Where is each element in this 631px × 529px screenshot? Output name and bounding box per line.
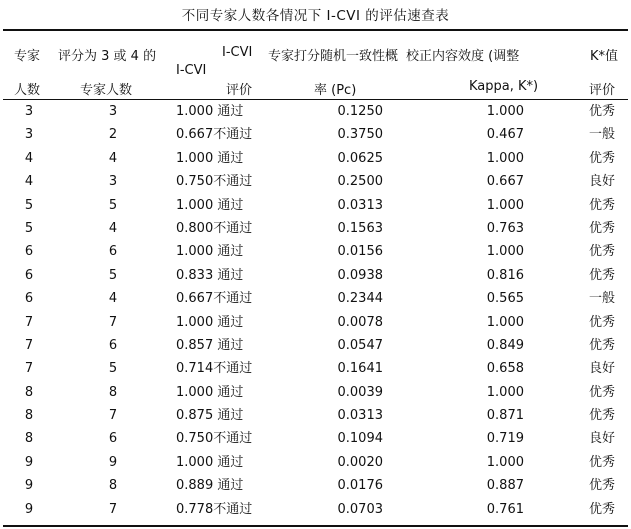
- icvi-cell: [176, 194, 243, 217]
- pc-cell: 0.0078: [337, 314, 383, 330]
- icvi-cell: [176, 451, 243, 474]
- expert-count-cell: 8: [24, 384, 34, 400]
- icvi-value: 0.667: [176, 291, 214, 307]
- k-eval-cell: 优秀: [589, 150, 616, 166]
- icvi-cell: [176, 170, 252, 193]
- table-row: [0, 217, 631, 240]
- rated-count-cell: 5: [108, 267, 118, 283]
- expert-count-cell: 9: [24, 454, 34, 470]
- icvi-cell: [176, 357, 252, 380]
- kappa-cell: 0.565: [486, 291, 524, 307]
- k-eval-cell: 优秀: [589, 267, 616, 283]
- pc-cell: 0.1563: [337, 220, 383, 236]
- expert-count-cell: 8: [24, 408, 34, 424]
- icvi-eval: 通过: [217, 337, 244, 353]
- kappa-cell: 1.000: [486, 314, 524, 330]
- icvi-eval: 通过: [217, 104, 244, 119]
- kappa-cell: 0.871: [486, 408, 524, 424]
- expert-count-cell: 4: [24, 150, 34, 166]
- icvi-eval: 通过: [217, 408, 244, 424]
- icvi-eval: 不通过: [213, 220, 253, 236]
- k-eval-cell: 良好: [589, 174, 616, 190]
- rated-count-cell: 3: [108, 174, 118, 190]
- pc-cell: 0.2500: [337, 174, 383, 190]
- rated-count-cell: 6: [108, 244, 118, 260]
- icvi-cell: [176, 427, 252, 450]
- pc-cell: 0.0020: [337, 454, 383, 470]
- header-icvi-line1: I-CVI: [222, 45, 253, 60]
- header-icvi-line2: 评价: [226, 83, 253, 98]
- k-eval-cell: 优秀: [589, 220, 616, 236]
- pc-cell: 0.3750: [337, 127, 383, 143]
- kappa-cell: 1.000: [486, 454, 524, 470]
- table-row: [0, 287, 631, 310]
- icvi-cell: [176, 498, 252, 521]
- expert-count-cell: 4: [24, 174, 34, 190]
- table-top-rule: [3, 29, 628, 31]
- kappa-cell: 1.000: [486, 150, 524, 166]
- pc-cell: 0.2344: [337, 291, 383, 307]
- header-pc-line2: 率 (Pc): [314, 83, 357, 98]
- expert-count-cell: 9: [24, 478, 34, 494]
- icvi-eval: 通过: [217, 267, 244, 283]
- rated-count-cell: 4: [108, 291, 118, 307]
- header-rated-line1: 评分为 3 或 4 的: [58, 49, 157, 64]
- icvi-value: 0.875: [176, 408, 214, 424]
- pc-cell: 0.0547: [337, 337, 383, 353]
- k-eval-cell: 优秀: [589, 478, 616, 494]
- icvi-eval: 通过: [217, 150, 244, 166]
- pc-cell: 0.1250: [337, 104, 383, 119]
- rated-count-cell: 5: [108, 197, 118, 213]
- table-row: [0, 194, 631, 217]
- k-eval-cell: 优秀: [589, 384, 616, 400]
- icvi-value: 0.800: [176, 220, 214, 236]
- icvi-value: 0.750: [176, 431, 214, 447]
- icvi-eval: 通过: [217, 197, 244, 213]
- kappa-cell: 1.000: [486, 104, 524, 119]
- header-pc-line1: 专家打分随机一致性概: [268, 49, 399, 64]
- table-row: [0, 100, 631, 123]
- header-experts-line1: 专家: [14, 49, 41, 64]
- table-row: [0, 334, 631, 357]
- rated-count-cell: 4: [108, 220, 118, 236]
- kappa-cell: 1.000: [486, 244, 524, 260]
- k-eval-cell: 一般: [589, 291, 616, 307]
- icvi-value: 0.833: [176, 267, 214, 283]
- kappa-cell: 0.467: [486, 127, 524, 143]
- kappa-cell: 0.761: [486, 501, 524, 517]
- icvi-value: 0.778: [176, 501, 214, 517]
- rated-count-cell: 3: [108, 104, 118, 119]
- k-eval-cell: 优秀: [589, 314, 616, 330]
- k-eval-cell: 优秀: [589, 337, 616, 353]
- icvi-value: 1.000: [176, 150, 214, 166]
- kappa-cell: 1.000: [486, 384, 524, 400]
- k-eval-cell: 优秀: [589, 244, 616, 260]
- header-experts-line2: 人数: [14, 83, 41, 98]
- icvi-eval: 不通过: [213, 174, 253, 190]
- k-eval-cell: 优秀: [589, 408, 616, 424]
- rated-count-cell: 6: [108, 337, 118, 353]
- pc-cell: 0.0039: [337, 384, 383, 400]
- header-kappa-line1: 校正内容效度 (调整: [406, 49, 520, 64]
- icvi-value: 0.857: [176, 337, 214, 353]
- icvi-eval: 不通过: [213, 127, 253, 143]
- table-row: [0, 264, 631, 287]
- rated-count-cell: 8: [108, 478, 118, 494]
- k-eval-cell: 优秀: [589, 501, 616, 517]
- expert-count-cell: 7: [24, 337, 34, 353]
- table-row: [0, 123, 631, 146]
- expert-count-cell: 5: [24, 197, 34, 213]
- icvi-value: 0.889: [176, 478, 214, 494]
- icvi-value: 1.000: [176, 244, 214, 260]
- table-row: [0, 474, 631, 497]
- kappa-cell: 0.719: [486, 431, 524, 447]
- k-eval-cell: 一般: [589, 127, 616, 143]
- icvi-cell: [176, 217, 252, 240]
- header-icvi-top: I-CVI: [176, 63, 207, 78]
- table-row: [0, 170, 631, 193]
- icvi-eval: 不通过: [213, 501, 253, 517]
- header-keval-line1: K*值: [590, 49, 619, 64]
- k-eval-cell: 良好: [589, 431, 616, 447]
- k-eval-cell: 优秀: [589, 454, 616, 470]
- kappa-cell: 1.000: [486, 197, 524, 213]
- expert-count-cell: 7: [24, 361, 34, 377]
- table-row: [0, 381, 631, 404]
- table-row: [0, 404, 631, 427]
- icvi-eval: 通过: [217, 384, 244, 400]
- rated-count-cell: 6: [108, 431, 118, 447]
- expert-count-cell: 9: [24, 501, 34, 517]
- expert-count-cell: 7: [24, 314, 34, 330]
- rated-count-cell: 7: [108, 408, 118, 424]
- rated-count-cell: 5: [108, 361, 118, 377]
- kappa-cell: 0.887: [486, 478, 524, 494]
- table-title: 不同专家人数各情况下 I-CVI 的评估速查表: [181, 8, 450, 24]
- table-body: [0, 100, 631, 521]
- pc-cell: 0.0176: [337, 478, 383, 494]
- pc-cell: 0.1641: [337, 361, 383, 377]
- k-eval-cell: 优秀: [589, 197, 616, 213]
- k-eval-cell: 良好: [589, 361, 616, 377]
- k-eval-cell: 优秀: [589, 104, 616, 119]
- pc-cell: 0.0703: [337, 501, 383, 517]
- icvi-cell: [176, 287, 252, 310]
- header-keval-line2: 评价: [589, 83, 616, 98]
- icvi-cell: [176, 264, 243, 287]
- pc-cell: 0.0938: [337, 267, 383, 283]
- table-bottom-rule: [3, 525, 628, 527]
- expert-count-cell: 8: [24, 431, 34, 447]
- header-kappa-line2: Kappa, K*): [469, 79, 539, 94]
- rated-count-cell: 4: [108, 150, 118, 166]
- pc-cell: 0.0156: [337, 244, 383, 260]
- expert-count-cell: 5: [24, 220, 34, 236]
- table-row: [0, 357, 631, 380]
- icvi-value: 1.000: [176, 384, 214, 400]
- kappa-cell: 0.816: [486, 267, 524, 283]
- icvi-eval: 通过: [217, 454, 244, 470]
- icvi-value: 1.000: [176, 454, 214, 470]
- icvi-cell: [176, 381, 243, 404]
- table-row: [0, 451, 631, 474]
- icvi-eval: 不通过: [213, 361, 253, 377]
- icvi-eval: 通过: [217, 478, 244, 494]
- table-row: [0, 498, 631, 521]
- rated-count-cell: 7: [108, 314, 118, 330]
- icvi-eval: 通过: [217, 314, 244, 330]
- icvi-value: 1.000: [176, 104, 214, 119]
- expert-count-cell: 6: [24, 267, 34, 283]
- icvi-cell: [176, 100, 243, 123]
- expert-count-cell: 6: [24, 244, 34, 260]
- rated-count-cell: 9: [108, 454, 118, 470]
- table-row: [0, 240, 631, 263]
- table-row: [0, 311, 631, 334]
- kappa-cell: 0.658: [486, 361, 524, 377]
- icvi-cell: [176, 474, 243, 497]
- rated-count-cell: 7: [108, 501, 118, 517]
- icvi-eval: 通过: [217, 244, 244, 260]
- icvi-value: 0.667: [176, 127, 214, 143]
- icvi-cell: [176, 334, 243, 357]
- icvi-cell: [176, 240, 243, 263]
- header-rated-line2: 专家人数: [80, 83, 133, 98]
- pc-cell: 0.0625: [337, 150, 383, 166]
- icvi-cell: [176, 404, 243, 427]
- icvi-value: 0.750: [176, 174, 214, 190]
- expert-count-cell: 3: [24, 104, 34, 119]
- table-row: [0, 147, 631, 170]
- kappa-cell: 0.849: [486, 337, 524, 353]
- kappa-cell: 0.667: [486, 174, 524, 190]
- pc-cell: 0.1094: [337, 431, 383, 447]
- kappa-cell: 0.763: [486, 220, 524, 236]
- expert-count-cell: 6: [24, 291, 34, 307]
- icvi-eval: 不通过: [213, 291, 253, 307]
- icvi-cell: [176, 123, 252, 146]
- table-row: [0, 427, 631, 450]
- rated-count-cell: 2: [108, 127, 118, 143]
- icvi-value: 0.714: [176, 361, 214, 377]
- icvi-value: 1.000: [176, 197, 214, 213]
- pc-cell: 0.0313: [337, 408, 383, 424]
- icvi-cell: [176, 311, 243, 334]
- expert-count-cell: 3: [24, 127, 34, 143]
- icvi-value: 1.000: [176, 314, 214, 330]
- icvi-cell: [176, 147, 243, 170]
- icvi-eval: 不通过: [213, 431, 253, 447]
- pc-cell: 0.0313: [337, 197, 383, 213]
- rated-count-cell: 8: [108, 384, 118, 400]
